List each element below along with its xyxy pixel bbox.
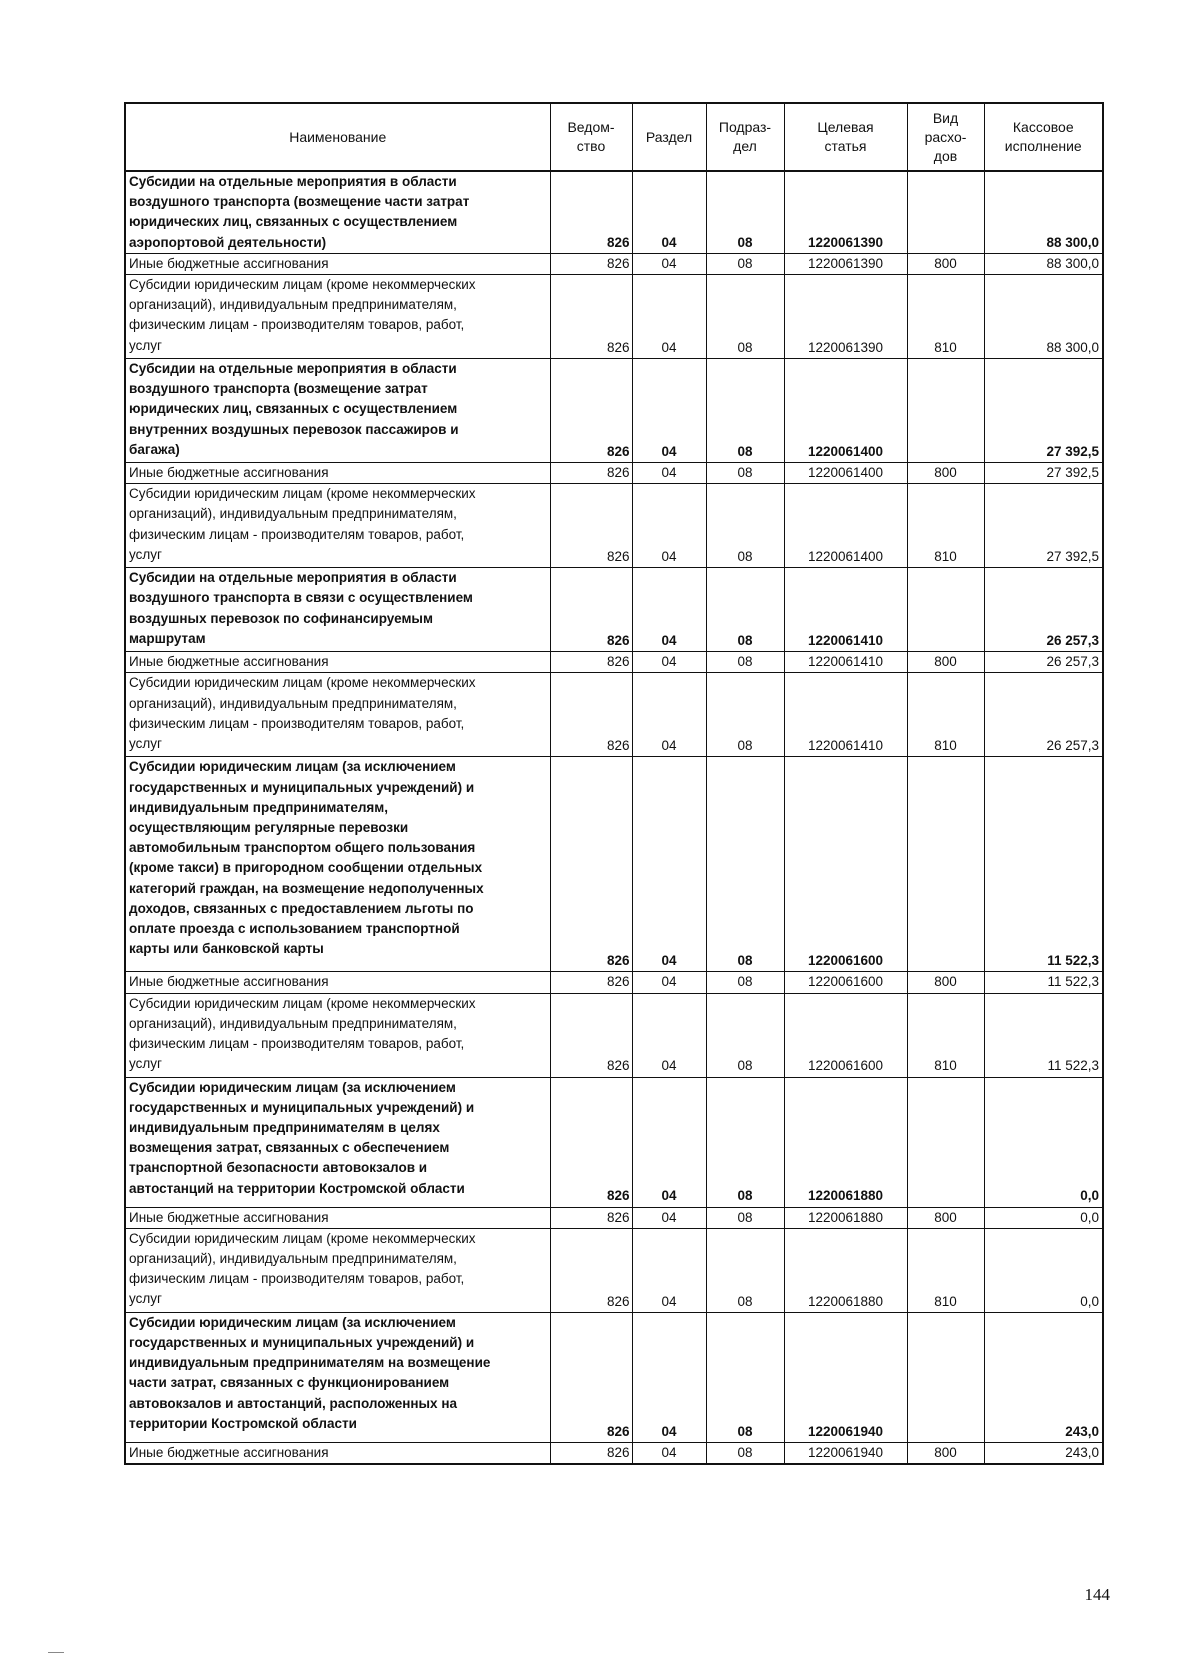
cell-name: Субсидии юридическим лицам (за исключением государственных и муниципальных учреждений) и индивидуальным предпринимателям, осуществляющим регулярные перевозки автомобильным транспортом общего пользования (кроме такси) в пригородном сообщении отдельных категорий граждан, на возмещение недополученных доходов, связанных с предоставлением льготы по оплате проезда с использованием транспортной карты или банковской карты [125,757,550,972]
cell-section: 04 [632,673,706,757]
cell-target-item: 1220061600 [784,757,907,972]
cell-target-item: 1220061600 [784,972,907,993]
table-body [125,171,1103,1464]
cell-cash-execution: 11 522,3 [984,972,1103,993]
cell-name: Субсидии юридическим лицам (за исключением государственных и муниципальных учреждений) и индивидуальным предпринимателям в целях возмещения затрат, связанных с обеспечением транспортной безопасности автовокзалов и автостанций на территории Костромской области [125,1077,550,1207]
cell-cash-execution: 26 257,3 [984,673,1103,757]
cell-expense-type: 800 [907,1442,984,1464]
header-name: Наименование [125,103,550,171]
cell-name: Субсидии юридическим лицам (за исключением государственных и муниципальных учреждений) и индивидуальным предпринимателям на возмещение части затрат, связанных с функционированием автовокзалов и автостанций, расположенных на территории Костромской области [125,1312,550,1442]
cell-target-item: 1220061410 [784,673,907,757]
cell-name: Субсидии на отдельные мероприятия в области воздушного транспорта (возмещение части затрат юридических лиц, связанных с осуществлением аэропортовой деятельности) [125,171,550,253]
cell-expense-type [907,568,984,652]
cell-target-item: 1220061880 [784,1228,907,1312]
cell-subsection: 08 [706,1207,784,1228]
cell-department: 826 [550,463,632,484]
cell-subsection: 08 [706,253,784,274]
cell-department: 826 [550,171,632,253]
cell-name: Субсидии на отдельные мероприятия в области воздушного транспорта (возмещение затрат юридических лиц, связанных с осуществлением внутренних воздушных перевозок пассажиров и багажа) [125,359,550,463]
cell-target-item: 1220061390 [784,275,907,359]
table-row [125,972,1103,993]
cell-name: Иные бюджетные ассигнования [125,253,550,274]
table-row [125,463,1103,484]
header-cash-execution: Кассовое исполнение [984,103,1103,171]
cell-subsection: 08 [706,463,784,484]
cell-target-item: 1220061600 [784,993,907,1077]
table-row [125,275,1103,359]
cell-department: 826 [550,1077,632,1207]
table-row [125,1077,1103,1207]
cell-expense-type: 810 [907,484,984,568]
cell-name: Иные бюджетные ассигнования [125,463,550,484]
cell-subsection: 08 [706,275,784,359]
cell-cash-execution: 26 257,3 [984,568,1103,652]
cell-department: 826 [550,652,632,673]
cell-expense-type: 810 [907,673,984,757]
cell-expense-type: 800 [907,972,984,993]
cell-section: 04 [632,275,706,359]
cell-target-item: 1220061400 [784,484,907,568]
cell-cash-execution: 243,0 [984,1442,1103,1464]
cell-expense-type: 800 [907,463,984,484]
table-row [125,1228,1103,1312]
cell-department: 826 [550,1312,632,1442]
table-row [125,1312,1103,1442]
cell-subsection: 08 [706,359,784,463]
cell-name: Иные бюджетные ассигнования [125,1442,550,1464]
cell-expense-type: 800 [907,253,984,274]
cell-expense-type [907,171,984,253]
cell-subsection: 08 [706,1312,784,1442]
cell-target-item: 1220061400 [784,359,907,463]
cell-department: 826 [550,1228,632,1312]
cell-cash-execution: 0,0 [984,1207,1103,1228]
cell-section: 04 [632,993,706,1077]
cell-expense-type: 800 [907,1207,984,1228]
cell-subsection: 08 [706,972,784,993]
cell-target-item: 1220061390 [784,253,907,274]
cell-cash-execution: 11 522,3 [984,757,1103,972]
cell-cash-execution: 0,0 [984,1228,1103,1312]
cell-section: 04 [632,1442,706,1464]
cell-expense-type: 810 [907,993,984,1077]
cell-name: Субсидии юридическим лицам (кроме некоммерческих организаций), индивидуальным предпринимателям, физическим лицам - производителям товаров, работ, услуг [125,484,550,568]
cell-expense-type [907,1077,984,1207]
cell-cash-execution: 11 522,3 [984,993,1103,1077]
header-section: Раздел [632,103,706,171]
cell-subsection: 08 [706,484,784,568]
cell-department: 826 [550,253,632,274]
cell-section: 04 [632,972,706,993]
cell-target-item: 1220061940 [784,1442,907,1464]
cell-department: 826 [550,972,632,993]
cell-expense-type [907,359,984,463]
cell-subsection: 08 [706,568,784,652]
header-subsection: Подраз- дел [706,103,784,171]
cell-cash-execution: 27 392,5 [984,484,1103,568]
cell-department: 826 [550,568,632,652]
cell-subsection: 08 [706,673,784,757]
cell-cash-execution: 88 300,0 [984,275,1103,359]
cell-subsection: 08 [706,1442,784,1464]
cell-department: 826 [550,673,632,757]
budget-execution-table [124,102,1104,1465]
cell-department: 826 [550,993,632,1077]
cell-section: 04 [632,1077,706,1207]
cell-cash-execution: 0,0 [984,1077,1103,1207]
cell-cash-execution: 88 300,0 [984,253,1103,274]
cell-department: 826 [550,484,632,568]
cell-subsection: 08 [706,757,784,972]
cell-department: 826 [550,757,632,972]
cell-expense-type [907,757,984,972]
cell-section: 04 [632,652,706,673]
table-row [125,1442,1103,1464]
cell-cash-execution: 88 300,0 [984,171,1103,253]
cell-section: 04 [632,253,706,274]
cell-section: 04 [632,484,706,568]
cell-name: Иные бюджетные ассигнования [125,972,550,993]
cell-section: 04 [632,1207,706,1228]
cell-subsection: 08 [706,1077,784,1207]
cell-name: Субсидии юридическим лицам (кроме некоммерческих организаций), индивидуальным предпринимателям, физическим лицам - производителям товаров, работ, услуг [125,993,550,1077]
table-row [125,359,1103,463]
cell-section: 04 [632,1312,706,1442]
cell-department: 826 [550,275,632,359]
table-row [125,993,1103,1077]
cell-target-item: 1220061940 [784,1312,907,1442]
cell-cash-execution: 243,0 [984,1312,1103,1442]
cell-name: Субсидии юридическим лицам (кроме некоммерческих организаций), индивидуальным предпринимателям, физическим лицам - производителям товаров, работ, услуг [125,673,550,757]
cell-expense-type: 810 [907,1228,984,1312]
cell-subsection: 08 [706,1228,784,1312]
margin-mark [48,1652,64,1653]
cell-section: 04 [632,757,706,972]
cell-name: Субсидии юридическим лицам (кроме некоммерческих организаций), индивидуальным предпринимателям, физическим лицам - производителям товаров, работ, услуг [125,1228,550,1312]
cell-cash-execution: 27 392,5 [984,463,1103,484]
header-target-item: Целевая статья [784,103,907,171]
table-row [125,652,1103,673]
table-row [125,484,1103,568]
cell-expense-type: 800 [907,652,984,673]
cell-expense-type: 810 [907,275,984,359]
cell-name: Субсидии юридическим лицам (кроме некоммерческих организаций), индивидуальным предпринимателям, физическим лицам - производителям товаров, работ, услуг [125,275,550,359]
cell-target-item: 1220061400 [784,463,907,484]
header-expense-type: Вид расхо- дов [907,103,984,171]
table-row [125,171,1103,253]
cell-target-item: 1220061410 [784,568,907,652]
cell-name: Субсидии на отдельные мероприятия в области воздушного транспорта в связи с осуществлением воздушных перевозок по софинансируемым маршрутам [125,568,550,652]
cell-section: 04 [632,568,706,652]
cell-target-item: 1220061410 [784,652,907,673]
table-row [125,568,1103,652]
table-row [125,1207,1103,1228]
cell-subsection: 08 [706,652,784,673]
cell-department: 826 [550,359,632,463]
cell-target-item: 1220061880 [784,1207,907,1228]
cell-cash-execution: 26 257,3 [984,652,1103,673]
cell-target-item: 1220061390 [784,171,907,253]
table-row [125,253,1103,274]
cell-expense-type [907,1312,984,1442]
table-row [125,673,1103,757]
cell-section: 04 [632,1228,706,1312]
cell-section: 04 [632,463,706,484]
cell-section: 04 [632,359,706,463]
header-department: Ведом- ство [550,103,632,171]
cell-subsection: 08 [706,171,784,253]
cell-department: 826 [550,1442,632,1464]
cell-subsection: 08 [706,993,784,1077]
page-number: 144 [1084,1585,1110,1604]
table-header-row [125,103,1103,171]
cell-department: 826 [550,1207,632,1228]
cell-section: 04 [632,171,706,253]
table-row [125,757,1103,972]
cell-target-item: 1220061880 [784,1077,907,1207]
cell-name: Иные бюджетные ассигнования [125,652,550,673]
cell-cash-execution: 27 392,5 [984,359,1103,463]
cell-name: Иные бюджетные ассигнования [125,1207,550,1228]
